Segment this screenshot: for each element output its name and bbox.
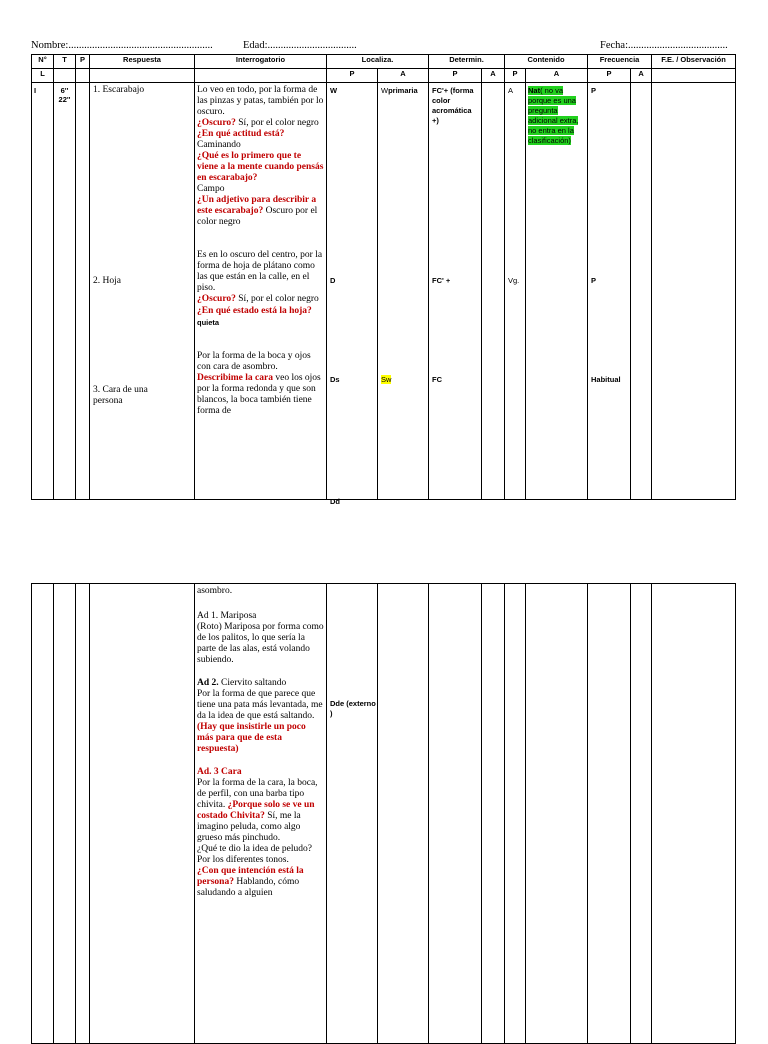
interrogatorio-cell-2	[195, 584, 327, 1044]
loc-d: D	[330, 276, 336, 285]
col-l-header: L	[32, 69, 54, 83]
frecuencia-a-header: A	[631, 69, 652, 83]
col-frecuencia-header: Frecuencia	[588, 55, 652, 69]
loc-sw-highlight: Sw	[381, 375, 392, 384]
determin-p-cell	[429, 83, 482, 500]
loc-w: W	[330, 86, 338, 95]
det-fc-acromatica: FC'+ (forma color acromática +)	[432, 86, 474, 125]
respuesta-1: 1. Escarabajo	[93, 85, 145, 95]
det-fc: FC	[432, 375, 442, 384]
det-fc-plus: FC' +	[432, 276, 451, 285]
loc-dd: Dd	[330, 497, 340, 506]
determin-p-header: P	[429, 69, 482, 83]
localiza-p-header: P	[327, 69, 378, 83]
col-contenido-header: Contenido	[505, 55, 588, 69]
contenido-a-cell: Nat( no va porque es una pregunta adicional extra, no entra en la clasificación)	[526, 83, 588, 500]
localiza-p-cell	[327, 83, 378, 506]
col-t-header: T	[54, 55, 76, 69]
respuesta-cell	[90, 83, 195, 500]
localiza-a-header: A	[378, 69, 429, 83]
lamina-cell: I	[32, 83, 54, 500]
respuesta-2: 2. Hoja	[93, 276, 121, 286]
rorschach-table-page2	[31, 583, 736, 1044]
adicional-1: Ad 1. Mariposa (Roto) Mariposa por forma como de los palitos, lo que sería la parte de las alas, está volando subiendo.	[197, 611, 324, 665]
col-fe-header: F.E. / Observación	[652, 55, 736, 69]
fecha-field: Fecha:......................................	[600, 40, 728, 51]
col-interrogatorio-header: Interrogatorio	[195, 55, 327, 69]
tiempo-cell: 6'' 22''	[54, 83, 76, 500]
loc-dde-externo: Dde (externo )	[330, 699, 376, 718]
cont-a: A	[508, 86, 514, 95]
edad-field: Edad:..................................	[243, 40, 357, 51]
respuesta-3: 3. Cara de una persona	[93, 385, 148, 406]
col-determin-header: Determin.	[429, 55, 505, 69]
cont-vg: Vg.	[508, 276, 520, 285]
loc-ds: Ds	[330, 375, 340, 384]
localiza-p-cell-2	[327, 584, 378, 1044]
contenido-a-header: A	[526, 69, 588, 83]
interrogatorio-2: Es en lo oscuro del centro, por la forma de hoja de plátano como las que están en la calle, en el piso. ¿Oscuro? Sí, por el color negro ¿En qué estado está la hoja? quieta	[197, 250, 323, 327]
nombre-field: Nombre:.......................................................	[31, 40, 213, 51]
interrogatorio-1: Lo veo en todo, por la forma de las pinzas y patas, también por lo oscuro. ¿Oscuro? Sí, por el color negro ¿En qué actitud está? Caminando ¿Qué es lo primero que te viene a la mente cuando pensás en escarabajo? Campo ¿Un adjetivo para describir a este escarabajo? Oscuro por el color negro	[197, 85, 324, 227]
frec-p1: P	[591, 86, 597, 95]
interrogatorio-continuation: asombro.	[197, 586, 233, 596]
frecuencia-p-cell	[588, 83, 631, 500]
col-localiza-header: Localiza.	[327, 55, 429, 69]
localiza-a-cell	[378, 83, 429, 500]
frecuencia-p-header: P	[588, 69, 631, 83]
interrogatorio-cell	[195, 83, 327, 500]
contenido-p-cell	[505, 83, 526, 500]
frec-p2: P	[591, 276, 597, 285]
frec-habitual: Habitual	[591, 375, 621, 384]
determin-a-header: A	[482, 69, 505, 83]
contenido-p-header: P	[505, 69, 526, 83]
adicional-3: Ad. 3 Cara Por la forma de la cara, la boca, de perfil, con una barba tipo chivita. ¿Porque solo se ve un costado Chivita? Sí, me la imagino peluda, como algo grueso más pinchudo. ¿Qué te dio la idea de peludo? Por los diferentes tonos. ¿Con que intención está la persona? Hablando, cómo saludando a alguien	[197, 767, 318, 898]
col-p-header: P	[76, 55, 90, 69]
table-row	[32, 83, 736, 500]
table-row	[32, 584, 736, 1044]
loc-wprimaria: Wprimaria	[381, 86, 418, 95]
col-n-header: N°	[32, 55, 54, 69]
interrogatorio-3: Por la forma de la boca y ojos con cara de asombro. Describime la cara veo los ojos por la forma redonda y que son blancos, la boca también tiene forma de	[197, 351, 321, 416]
col-respuesta-header: Respuesta	[90, 55, 195, 69]
adicional-2: Ad 2. Ciervito saltando Por la forma de que parece que tiene una pata más levantada, me da la idea de que está saltando. (Hay que insistirle un poco más para que de esta respuesta)	[197, 678, 323, 754]
rorschach-table-page1	[31, 54, 736, 506]
